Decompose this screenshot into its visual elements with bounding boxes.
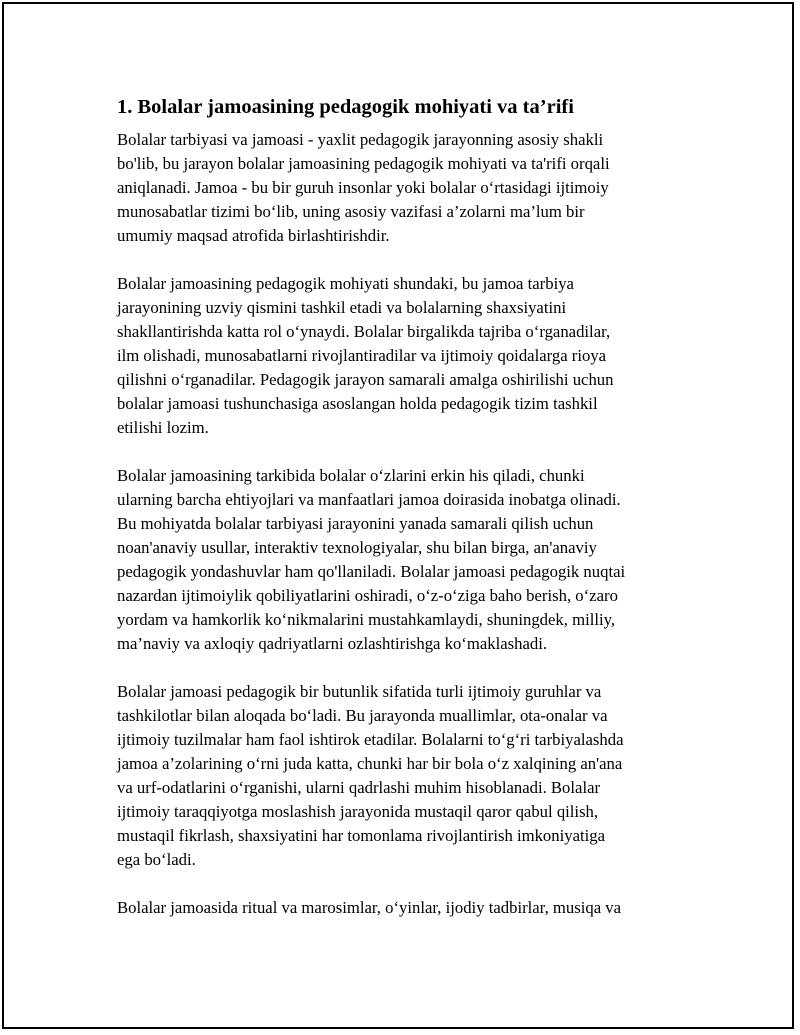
paragraph-5: Bolalar jamoasida ritual va marosimlar, o‘yinlar, ijodiy tadbirlar, musiqa va (117, 898, 622, 917)
document-body (117, 94, 687, 944)
paragraph-4: Bolalar jamoasi pedagogik bir butunlik sifatida turli ijtimoiy guruhlar va tashkilotlar bilan aloqada bo‘ladi. Bu jarayonda muallimlar, ota-onalar va ijtimoiy tuzilmalar ham faol ishtirok etadilar. Bolalarni to‘g‘ri tarbiyalashda jamoa a’zolarining o‘rni juda katta, chunki har bir bola o‘z xalqining an'ana va urf-odatlarini o‘rganishi, ularni qadrlashi muhim hisoblanadi. Bolalar ijtimoiy taraqqiyotga moslashish jarayonida mustaqil qaror qabul qilish, mustaqil fikrlash, shaxsiyatini har tomonlama rivojlantirish imkoniyatiga ega bo‘ladi. (117, 682, 624, 869)
document-title: 1. Bolalar jamoasining pedagogik mohiyati va ta’rifi (117, 96, 574, 118)
paragraph-2: Bolalar jamoasining pedagogik mohiyati shundaki, bu jamoa tarbiya jarayonining uzviy qismini tashkil etadi va bolalarning shaxsiyatini shakllantirishda katta rol o‘ynaydi. Bolalar birgalikda tajriba o‘rganadilar, ilm olishadi, munosabatlarni rivojlantiradilar va ijtimoiy qoidalarga rioya qilishni o‘rganadilar. Pedagogik jarayon samarali amalga oshirilishi uchun bolalar jamoasi tushunchasiga asoslangan holda pedagogik tizim tashkil etilishi lozim. (117, 274, 614, 437)
paragraph-1: Bolalar tarbiyasi va jamoasi - yaxlit pedagogik jarayonning asosiy shakli bo'lib, bu jarayon bolalar jamoasining pedagogik mohiyati va ta'rifi orqali aniqlanadi. Jamoa - bu bir guruh insonlar yoki bolalar o‘rtasidagi ijtimoiy munosabatlar tizimi bo‘lib, uning asosiy vazifasi a’zolarni ma’lum bir umumiy maqsad atrofida birlashtirishdir. (117, 130, 610, 245)
paragraph-3: Bolalar jamoasining tarkibida bolalar o‘zlarini erkin his qiladi, chunki ularning barcha ehtiyojlari va manfaatlari jamoa doirasida inobatga olinadi. Bu mohiyatda bolalar tarbiyasi jarayonini yanada samarali qilish uchun noan'anaviy usullar, interaktiv texnologiyalar, shu bilan birga, an'anaviy pedagogik yondashuvlar ham qo'llaniladi. Bolalar jamoasi pedagogik nuqtai nazardan ijtimoiylik qobiliyatlarini oshiradi, o‘z-o‘ziga baho berish, o‘zaro yordam va hamkorlik ko‘nikmalarini mustahkamlaydi, shuningdek, milliy, ma’naviy va axloqiy qadriyatlarni ozlashtirishga ko‘maklashadi. (117, 466, 626, 653)
